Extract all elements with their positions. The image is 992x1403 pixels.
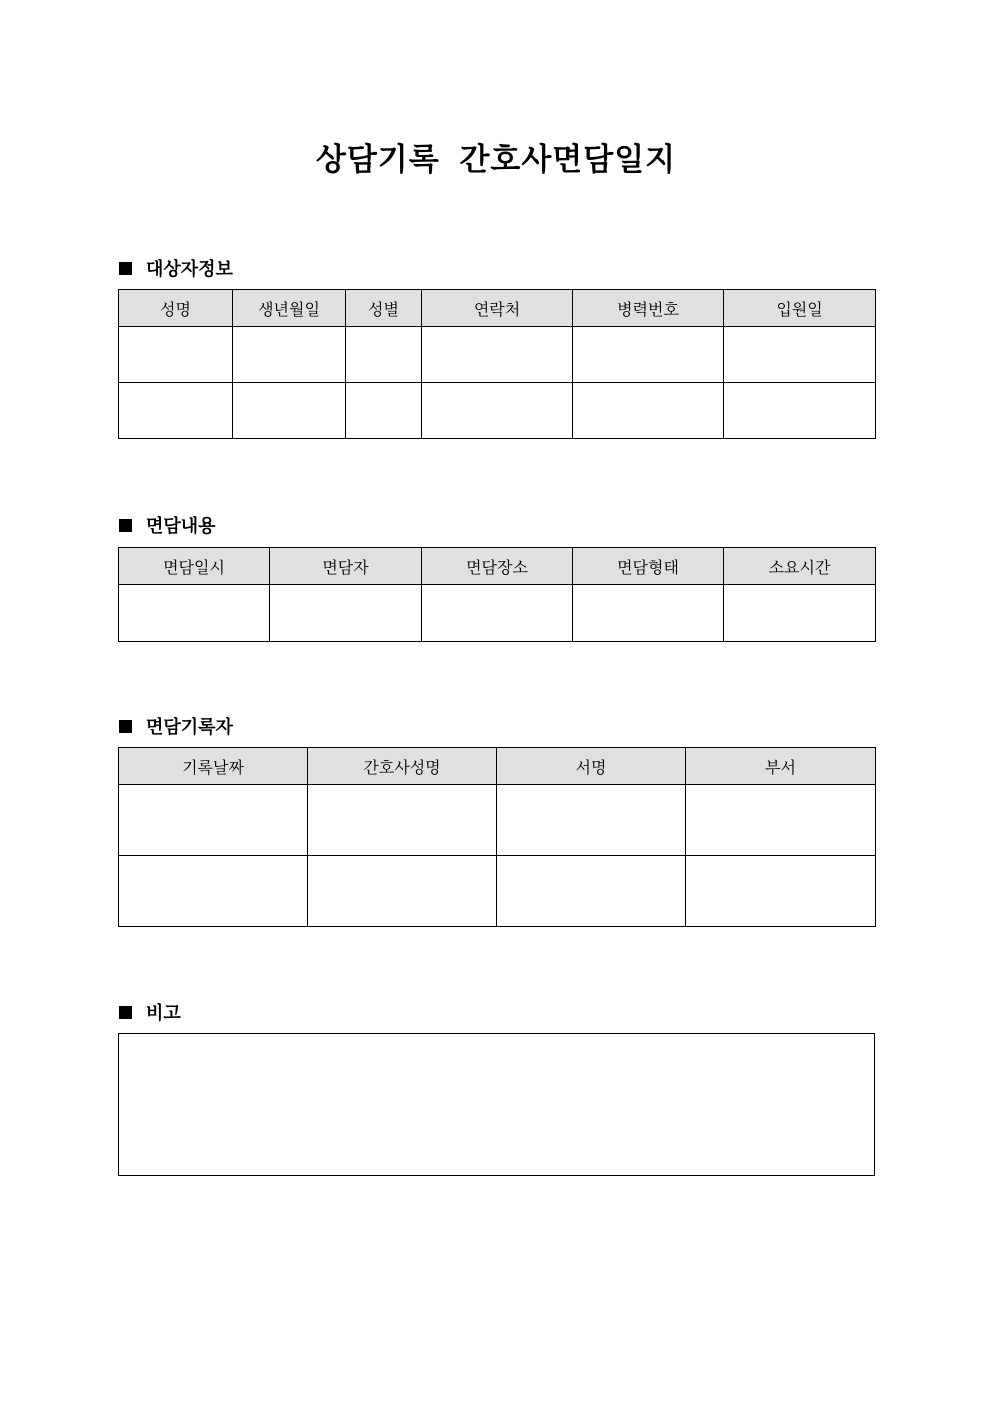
table-row — [119, 383, 876, 439]
column-header-signature: 서명 — [497, 748, 686, 785]
table-header-row — [119, 548, 876, 585]
section-heading-label: 면담내용 — [146, 516, 216, 537]
table-row — [119, 785, 876, 856]
subject-info-table — [118, 289, 876, 439]
square-bullet-icon — [119, 720, 132, 733]
section-heading-label: 비고 — [146, 1003, 181, 1024]
input-cell-contact[interactable] — [422, 327, 573, 383]
input-cell-admission-date[interactable] — [724, 383, 876, 439]
table-row — [119, 327, 876, 383]
square-bullet-icon — [119, 1006, 132, 1019]
section-heading-label: 대상자정보 — [146, 259, 233, 280]
input-cell-interview-datetime[interactable] — [119, 585, 270, 642]
column-header-nurse-name: 간호사성명 — [308, 748, 497, 785]
column-header-interview-place: 면담장소 — [422, 548, 573, 585]
input-cell-record-date[interactable] — [119, 856, 308, 927]
column-header-record-date: 기록날짜 — [119, 748, 308, 785]
input-cell-nurse-name[interactable] — [308, 856, 497, 927]
remarks-textarea[interactable] — [118, 1033, 875, 1176]
column-header-interview-type: 면담형태 — [573, 548, 724, 585]
interview-table — [118, 547, 876, 642]
input-cell-signature[interactable] — [497, 856, 686, 927]
input-cell-gender[interactable] — [346, 327, 422, 383]
input-cell-interview-type[interactable] — [573, 585, 724, 642]
column-header-interview-datetime: 면담일시 — [119, 548, 270, 585]
input-cell-interview-place[interactable] — [422, 585, 573, 642]
column-header-interviewer: 면담자 — [270, 548, 422, 585]
table-row — [119, 585, 876, 642]
input-cell-name[interactable] — [119, 383, 233, 439]
page-title: 상담기록 간호사면담일지 — [315, 142, 677, 178]
input-cell-name[interactable] — [119, 327, 233, 383]
column-header-gender: 성별 — [346, 290, 422, 327]
square-bullet-icon — [119, 262, 132, 275]
section-heading-recorder — [119, 713, 233, 739]
square-bullet-icon — [119, 519, 132, 532]
table-header-row — [119, 290, 876, 327]
section-heading-interview — [119, 512, 216, 538]
table-row — [119, 856, 876, 927]
column-header-contact: 연락처 — [422, 290, 573, 327]
section-heading-subject-info — [119, 255, 233, 281]
column-header-department: 부서 — [686, 748, 876, 785]
section-heading-label: 면담기록자 — [146, 717, 233, 738]
input-cell-nurse-name[interactable] — [308, 785, 497, 856]
section-heading-remarks — [119, 999, 181, 1025]
input-cell-record-date[interactable] — [119, 785, 308, 856]
input-cell-admission-date[interactable] — [724, 327, 876, 383]
column-header-duration: 소요시간 — [724, 548, 876, 585]
column-header-birthdate: 생년월일 — [233, 290, 346, 327]
input-cell-interviewer[interactable] — [270, 585, 422, 642]
input-cell-department[interactable] — [686, 785, 876, 856]
input-cell-duration[interactable] — [724, 585, 876, 642]
input-cell-gender[interactable] — [346, 383, 422, 439]
input-cell-birthdate[interactable] — [233, 327, 346, 383]
column-header-name: 성명 — [119, 290, 233, 327]
recorder-table — [118, 747, 876, 927]
table-header-row — [119, 748, 876, 785]
input-cell-contact[interactable] — [422, 383, 573, 439]
input-cell-record-number[interactable] — [573, 383, 724, 439]
column-header-admission-date: 입원일 — [724, 290, 876, 327]
input-cell-department[interactable] — [686, 856, 876, 927]
input-cell-signature[interactable] — [497, 785, 686, 856]
input-cell-birthdate[interactable] — [233, 383, 346, 439]
column-header-record-number: 병력번호 — [573, 290, 724, 327]
input-cell-record-number[interactable] — [573, 327, 724, 383]
